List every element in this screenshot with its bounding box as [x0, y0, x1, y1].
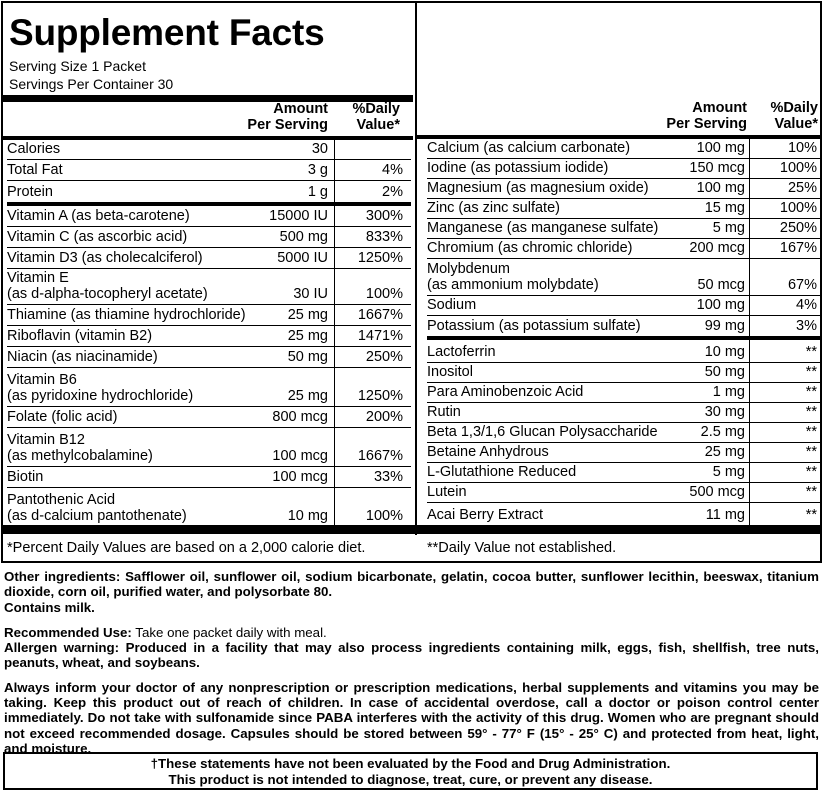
servings-per-container: Servings Per Container 30: [9, 76, 174, 92]
nutrient-name: Potassium (as potassium sulfate): [427, 318, 641, 334]
nutrient-amount: 25 mg: [287, 388, 328, 404]
recommended-use-label: Recommended Use:: [4, 624, 132, 640]
nutrient-row: [7, 326, 411, 347]
nutrient-row: [427, 403, 820, 423]
amount-header-line2: Per Serving: [247, 117, 328, 133]
nutrient-amount: 50 mg: [704, 364, 745, 380]
label-notes: [4, 569, 819, 756]
nutrient-name: Beta 1,3/1,6 Glucan Polysaccharide: [427, 424, 658, 440]
nutrient-name: Total Fat: [7, 162, 63, 178]
nutrient-amount: 100 mg: [696, 297, 745, 313]
nutrient-row: [7, 206, 411, 227]
nutrient-name: Magnesium (as magnesium oxide): [427, 180, 649, 196]
nutrient-row: [427, 259, 820, 296]
footnote-daily-values: *Percent Daily Values are based on a 2,000 calorie diet.: [7, 540, 366, 556]
nutrient-name: Para Aminobenzoic Acid: [427, 384, 584, 400]
nutrient-dv: 200%: [365, 409, 403, 425]
nutrient-amount: 25 mg: [287, 328, 328, 344]
nutrient-name: Folate (folic acid): [7, 409, 118, 425]
dv-header-line1: %Daily: [770, 100, 818, 116]
nutrient-row: [427, 443, 820, 463]
nutrient-dv: **: [805, 507, 817, 523]
nutrient-dv: 100%: [365, 286, 403, 302]
nutrient-row: [7, 248, 411, 269]
nutrient-name: Manganese (as manganese sulfate): [427, 220, 659, 236]
nutrient-row: [7, 467, 411, 488]
nutrient-name: Vitamin A (as beta-carotene): [7, 208, 190, 224]
left-dv-header: [333, 101, 400, 133]
nutrient-name-detail: (as methylcobalamine): [7, 448, 153, 464]
nutrient-dv: **: [805, 464, 817, 480]
nutrient-amount: 25 mg: [704, 444, 745, 460]
nutrient-row: [427, 383, 820, 403]
nutrient-dv: 10%: [787, 140, 817, 156]
dv-header-line2: Value*: [774, 116, 818, 132]
nutrient-dv: 100%: [779, 200, 817, 216]
nutrient-name: Sodium: [427, 297, 477, 313]
nutrient-name-detail: (as d-alpha-tocopheryl acetate): [7, 286, 208, 302]
nutrient-name: Rutin: [427, 404, 461, 420]
nutrient-row: [427, 296, 820, 316]
nutrient-name: Molybdenum: [427, 261, 511, 277]
amount-header-line1: Amount: [692, 100, 747, 116]
nutrient-dv: **: [805, 484, 817, 500]
nutrient-name: Vitamin D3 (as cholecalciferol): [7, 250, 203, 266]
nutrient-dv: 1250%: [357, 250, 403, 266]
nutrient-name: Zinc (as zinc sulfate): [427, 200, 560, 216]
nutrient-dv: 1667%: [357, 307, 403, 323]
nutrient-row: [427, 179, 820, 199]
nutrient-amount: 30: [311, 141, 328, 157]
nutrient-dv: 67%: [787, 277, 817, 293]
disclaimer-line2: This product is not intended to diagnose, treat, cure, or prevent any disease.: [168, 772, 653, 787]
nutrient-name-detail: (as pyridoxine hydrochloride): [7, 388, 194, 404]
nutrient-dv: 4%: [382, 162, 403, 178]
nutrient-row: [7, 269, 411, 305]
nutrient-amount: 500 mcg: [689, 484, 745, 500]
nutrient-name: Lutein: [427, 484, 467, 500]
nutrient-amount: 5000 IU: [277, 250, 328, 266]
other-ingredients-label: Other ingredients:: [4, 569, 121, 584]
nutrient-row: [7, 428, 411, 467]
nutrient-amount: 2.5 mg: [700, 424, 745, 440]
footnote-dv-not-established: **Daily Value not established.: [427, 540, 617, 556]
nutrient-name: Niacin (as niacinamide): [7, 349, 158, 365]
nutrient-amount: 99 mg: [704, 318, 745, 334]
nutrient-row: [427, 463, 820, 483]
nutrient-name: Acai Berry Extract: [427, 507, 544, 523]
nutrient-dv: 4%: [796, 297, 817, 313]
nutrient-name: Inositol: [427, 364, 473, 380]
allergen-warning: [4, 640, 819, 671]
nutrient-amount: 1 g: [307, 184, 328, 200]
right-nutrient-table: [427, 139, 820, 525]
nutrient-amount: 30 IU: [293, 286, 328, 302]
nutrient-amount: 500 mg: [279, 229, 328, 245]
nutrient-amount: 11 mg: [705, 507, 745, 523]
nutrient-row: [427, 139, 820, 159]
nutrient-name: Vitamin B12: [7, 432, 85, 448]
recommended-use-text: Take one packet daily with meal.: [131, 624, 327, 640]
nutrient-row: [427, 340, 820, 363]
nutrient-name: Betaine Anhydrous: [427, 444, 549, 460]
supplement-facts-panel: [1, 1, 822, 563]
nutrient-dv: **: [805, 364, 817, 380]
nutrient-name: Lactoferrin: [427, 344, 496, 360]
nutrient-dv: **: [805, 444, 817, 460]
nutrient-amount: 800 mcg: [272, 409, 328, 425]
nutrient-name: L-Glutathione Reduced: [427, 464, 577, 480]
recommended-use: [4, 625, 819, 640]
nutrient-dv: 100%: [365, 508, 403, 524]
nutrient-row: [7, 181, 411, 206]
panel-title: Supplement Facts: [9, 12, 325, 53]
nutrient-dv: **: [805, 404, 817, 420]
nutrient-amount: 25 mg: [287, 307, 328, 323]
nutrient-amount: 1 mg: [712, 384, 745, 400]
contains-milk: Contains milk.: [4, 599, 95, 615]
nutrient-dv: 25%: [787, 180, 817, 196]
allergen-warning-text: Produced in a facility that may also process ingredients containing milk, eggs, fish, shellfish, tree nuts, peanuts, wheat, and soybeans.: [4, 640, 820, 671]
nutrient-row: [7, 140, 411, 160]
nutrient-amount: 15000 IU: [269, 208, 328, 224]
nutrient-amount: 100 mcg: [272, 469, 328, 485]
nutrient-row: [7, 368, 411, 407]
nutrient-amount: 100 mg: [696, 140, 745, 156]
nutrient-row: [427, 239, 820, 259]
left-nutrient-table: [7, 140, 411, 526]
serving-size: Serving Size 1 Packet: [9, 58, 146, 74]
nutrient-row: [427, 159, 820, 179]
other-ingredients-text: Safflower oil, sunflower oil, sodium bicarbonate, gelatin, cocoa butter, sunflower lecithin, beeswax, titanium dioxide, corn oil, purified water, and polysorbate 80.: [4, 569, 819, 600]
nutrient-row: [7, 347, 411, 368]
nutrient-row: [427, 483, 820, 503]
nutrient-name: Chromium (as chromic chloride): [427, 240, 633, 256]
nutrient-name: Protein: [7, 184, 53, 200]
allergen-warning-label: Allergen warning:: [4, 640, 120, 656]
nutrient-dv: **: [805, 384, 817, 400]
nutrient-dv: 1667%: [357, 448, 403, 464]
nutrient-name: Calcium (as calcium carbonate): [427, 140, 631, 156]
nutrient-name: Biotin: [7, 469, 44, 485]
nutrient-row: [427, 316, 820, 340]
nutrient-dv: 250%: [779, 220, 817, 236]
nutrient-name: Vitamin B6: [7, 372, 77, 388]
nutrient-amount: 30 mg: [704, 404, 745, 420]
nutrient-amount: 100 mcg: [272, 448, 328, 464]
nutrient-amount: 50 mcg: [697, 277, 745, 293]
nutrient-amount: 50 mg: [287, 349, 328, 365]
nutrient-row: [427, 423, 820, 443]
nutrient-row: [7, 305, 411, 326]
nutrient-name: Thiamine (as thiamine hydrochloride): [7, 307, 246, 323]
nutrient-name: Riboflavin (vitamin B2): [7, 328, 153, 344]
general-warning: Always inform your doctor of any nonprescription or prescription medications, herbal supplements and vitamins you may be taking. Keep this product out of reach of children. In case of accidental overdose, call a doctor or poison control center immediately. Do not take with sulfonamide since PABA interferes with the activity of this drug. Women who are pregnant should not exceed recommended dosage. Capsules should be stored between 59° - 77° F (15° - 25° C) and protected from heat, light, and moisture.: [4, 679, 819, 756]
nutrient-name: Pantothenic Acid: [7, 492, 116, 508]
nutrient-name-detail: (as d-calcium pantothenate): [7, 508, 187, 524]
nutrient-amount: 10 mg: [287, 508, 328, 524]
nutrient-dv: 3%: [796, 318, 817, 334]
nutrient-dv: 1250%: [357, 388, 403, 404]
fda-disclaimer: [3, 752, 818, 790]
right-amount-header: [643, 100, 747, 132]
nutrient-name: Vitamin E: [7, 270, 69, 286]
disclaimer-line1: †These statements have not been evaluated by the Food and Drug Administration.: [150, 756, 671, 771]
nutrient-dv: 167%: [779, 240, 817, 256]
nutrient-dv: 33%: [373, 469, 403, 485]
nutrient-dv: 300%: [365, 208, 403, 224]
nutrient-amount: 3 g: [307, 162, 328, 178]
nutrient-dv: 100%: [779, 160, 817, 176]
nutrient-dv: **: [805, 424, 817, 440]
nutrient-row: [7, 160, 411, 181]
dv-header-line1: %Daily: [352, 101, 400, 117]
nutrient-dv: 833%: [365, 229, 403, 245]
nutrient-amount: 15 mg: [704, 200, 745, 216]
nutrient-row: [427, 219, 820, 239]
nutrient-amount: 100 mg: [696, 180, 745, 196]
bottom-thick-rule: [3, 525, 820, 534]
nutrient-amount: 150 mcg: [689, 160, 745, 176]
nutrient-row: [7, 407, 411, 428]
nutrient-row: [427, 503, 820, 525]
nutrient-dv: 250%: [365, 349, 403, 365]
nutrient-row: [7, 488, 411, 526]
dv-header-line2: Value*: [356, 117, 400, 133]
nutrient-amount: 10 mg: [704, 344, 745, 360]
other-ingredients: [4, 569, 819, 600]
nutrient-row: [427, 199, 820, 219]
column-divider: [415, 3, 417, 535]
nutrient-amount: 5 mg: [712, 220, 745, 236]
nutrient-amount: 200 mcg: [689, 240, 745, 256]
nutrient-dv: 2%: [382, 184, 403, 200]
amount-header-line1: Amount: [273, 101, 328, 117]
nutrient-dv: 1471%: [357, 328, 403, 344]
nutrient-amount: 5 mg: [712, 464, 745, 480]
nutrient-name: Iodine (as potassium iodide): [427, 160, 609, 176]
right-dv-header: [751, 100, 818, 132]
nutrient-name-detail: (as ammonium molybdate): [427, 277, 599, 293]
nutrient-row: [7, 227, 411, 248]
nutrient-dv: **: [805, 344, 817, 360]
nutrient-row: [427, 363, 820, 383]
nutrient-name: Vitamin C (as ascorbic acid): [7, 229, 188, 245]
left-amount-header: [223, 101, 328, 133]
nutrient-name: Calories: [7, 141, 61, 157]
amount-header-line2: Per Serving: [666, 116, 747, 132]
